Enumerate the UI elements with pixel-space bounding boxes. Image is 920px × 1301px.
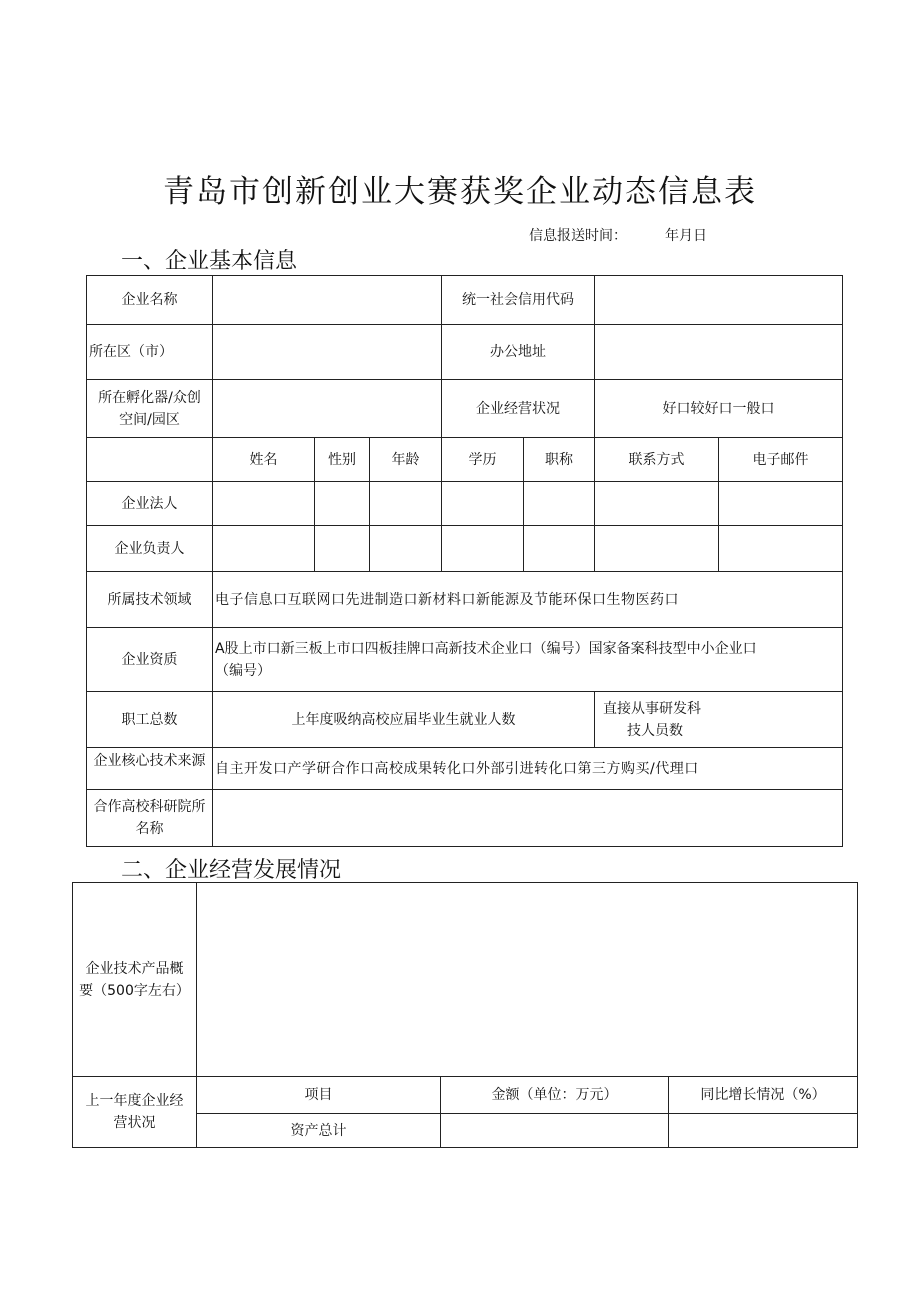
partner-field[interactable] <box>213 790 843 847</box>
rd-staff-label <box>595 692 843 748</box>
legal-person-age-field[interactable] <box>370 482 442 526</box>
responsible-person-gender-field[interactable] <box>315 526 370 572</box>
header-title: 职称 <box>524 438 595 482</box>
district-field[interactable] <box>213 325 442 380</box>
col-amount-header: 金额（单位：万元） <box>441 1077 669 1114</box>
header-education: 学历 <box>442 438 524 482</box>
office-address-label: 办公地址 <box>442 325 595 380</box>
last-year-label-line2: 营状况 <box>113 1115 156 1131</box>
basic-info-table <box>86 275 843 847</box>
legal-person-gender-field[interactable] <box>315 482 370 526</box>
header-name: 姓名 <box>213 438 315 482</box>
incubator-label-line1: 所在孵化器/众创 <box>98 389 201 406</box>
qualification-options[interactable] <box>213 628 843 692</box>
operating-status-options[interactable]: 好口较好口一般口 <box>595 380 843 438</box>
section1-heading: 一、企业基本信息 <box>121 249 298 274</box>
person-header-blank <box>87 438 213 482</box>
responsible-person-age-field[interactable] <box>370 526 442 572</box>
product-summary-label-line2: 要（500字左右） <box>79 982 190 999</box>
responsible-person-education-field[interactable] <box>442 526 524 572</box>
partner-label-line1: 合作高校科研院所 <box>93 799 206 815</box>
incubator-label <box>87 380 213 438</box>
graduates-label: 上年度吸纳高校应届毕业生就业人数 <box>213 692 595 748</box>
product-summary-label-line1: 企业技术产品概 <box>85 960 184 977</box>
responsible-person-email-field[interactable] <box>719 526 843 572</box>
report-time-date: 年月日 <box>665 228 707 244</box>
col-growth-header: 同比增长情况（%） <box>669 1077 858 1114</box>
header-age: 年龄 <box>370 438 442 482</box>
legal-person-title-field[interactable] <box>524 482 595 526</box>
rd-staff-label-line2: 技人员数 <box>627 722 684 739</box>
qualification-options-line2: （编号） <box>215 662 271 679</box>
credit-code-label: 统一社会信用代码 <box>442 276 595 325</box>
legal-person-education-field[interactable] <box>442 482 524 526</box>
section2-heading: 二、企业经营发展情况 <box>121 858 342 883</box>
report-time <box>529 225 707 245</box>
product-summary-label <box>73 883 197 1077</box>
operating-status-label: 企业经营状况 <box>442 380 595 438</box>
total-assets-amount-field[interactable] <box>441 1114 669 1148</box>
incubator-field[interactable] <box>213 380 442 438</box>
legal-person-label: 企业法人 <box>87 482 213 526</box>
company-name-field[interactable] <box>213 276 442 325</box>
responsible-person-title-field[interactable] <box>524 526 595 572</box>
report-time-label: 信息报送时间： <box>529 228 627 244</box>
core-tech-source-label: 企业核心技术来源 <box>87 748 213 790</box>
responsible-person-label: 企业负责人 <box>87 526 213 572</box>
office-address-field[interactable] <box>595 325 843 380</box>
rd-staff-label-line1: 直接从事研发科 <box>603 700 702 717</box>
incubator-label-line2: 空间/园区 <box>119 411 180 428</box>
company-name-label: 企业名称 <box>87 276 213 325</box>
credit-code-field[interactable] <box>595 276 843 325</box>
responsible-person-contact-field[interactable] <box>595 526 719 572</box>
legal-person-contact-field[interactable] <box>595 482 719 526</box>
employees-label: 职工总数 <box>87 692 213 748</box>
qualification-options-line1: A股上市口新三板上市口四板挂牌口高新技术企业口（编号）国家备案科技型中小企业口 <box>215 640 757 657</box>
district-label: 所在区（市） <box>87 325 213 380</box>
header-contact: 联系方式 <box>595 438 719 482</box>
qualification-label: 企业资质 <box>87 628 213 692</box>
header-email: 电子邮件 <box>719 438 843 482</box>
col-item-header: 项目 <box>197 1077 441 1114</box>
page-title: 青岛市创新创业大赛获奖企业动态信息表 <box>163 174 757 210</box>
legal-person-name-field[interactable] <box>213 482 315 526</box>
header-gender: 性别 <box>315 438 370 482</box>
partner-label <box>87 790 213 847</box>
total-assets-growth-field[interactable] <box>669 1114 858 1148</box>
tech-field-label: 所属技术领域 <box>87 572 213 628</box>
business-table <box>72 882 858 1148</box>
tech-field-options[interactable]: 电子信息口互联网口先进制造口新材料口新能源及节能环保口生物医药口 <box>213 572 843 628</box>
legal-person-email-field[interactable] <box>719 482 843 526</box>
product-summary-field[interactable] <box>197 883 858 1077</box>
core-tech-source-options[interactable]: 自主开发口产学研合作口高校成果转化口外部引进转化口第三方购买/代理口 <box>213 748 843 790</box>
partner-label-line2: 名称 <box>135 821 164 837</box>
row-total-assets-label: 资产总计 <box>197 1114 441 1148</box>
last-year-label <box>73 1077 197 1148</box>
responsible-person-name-field[interactable] <box>213 526 315 572</box>
last-year-label-line1: 上一年度企业经 <box>85 1093 184 1109</box>
